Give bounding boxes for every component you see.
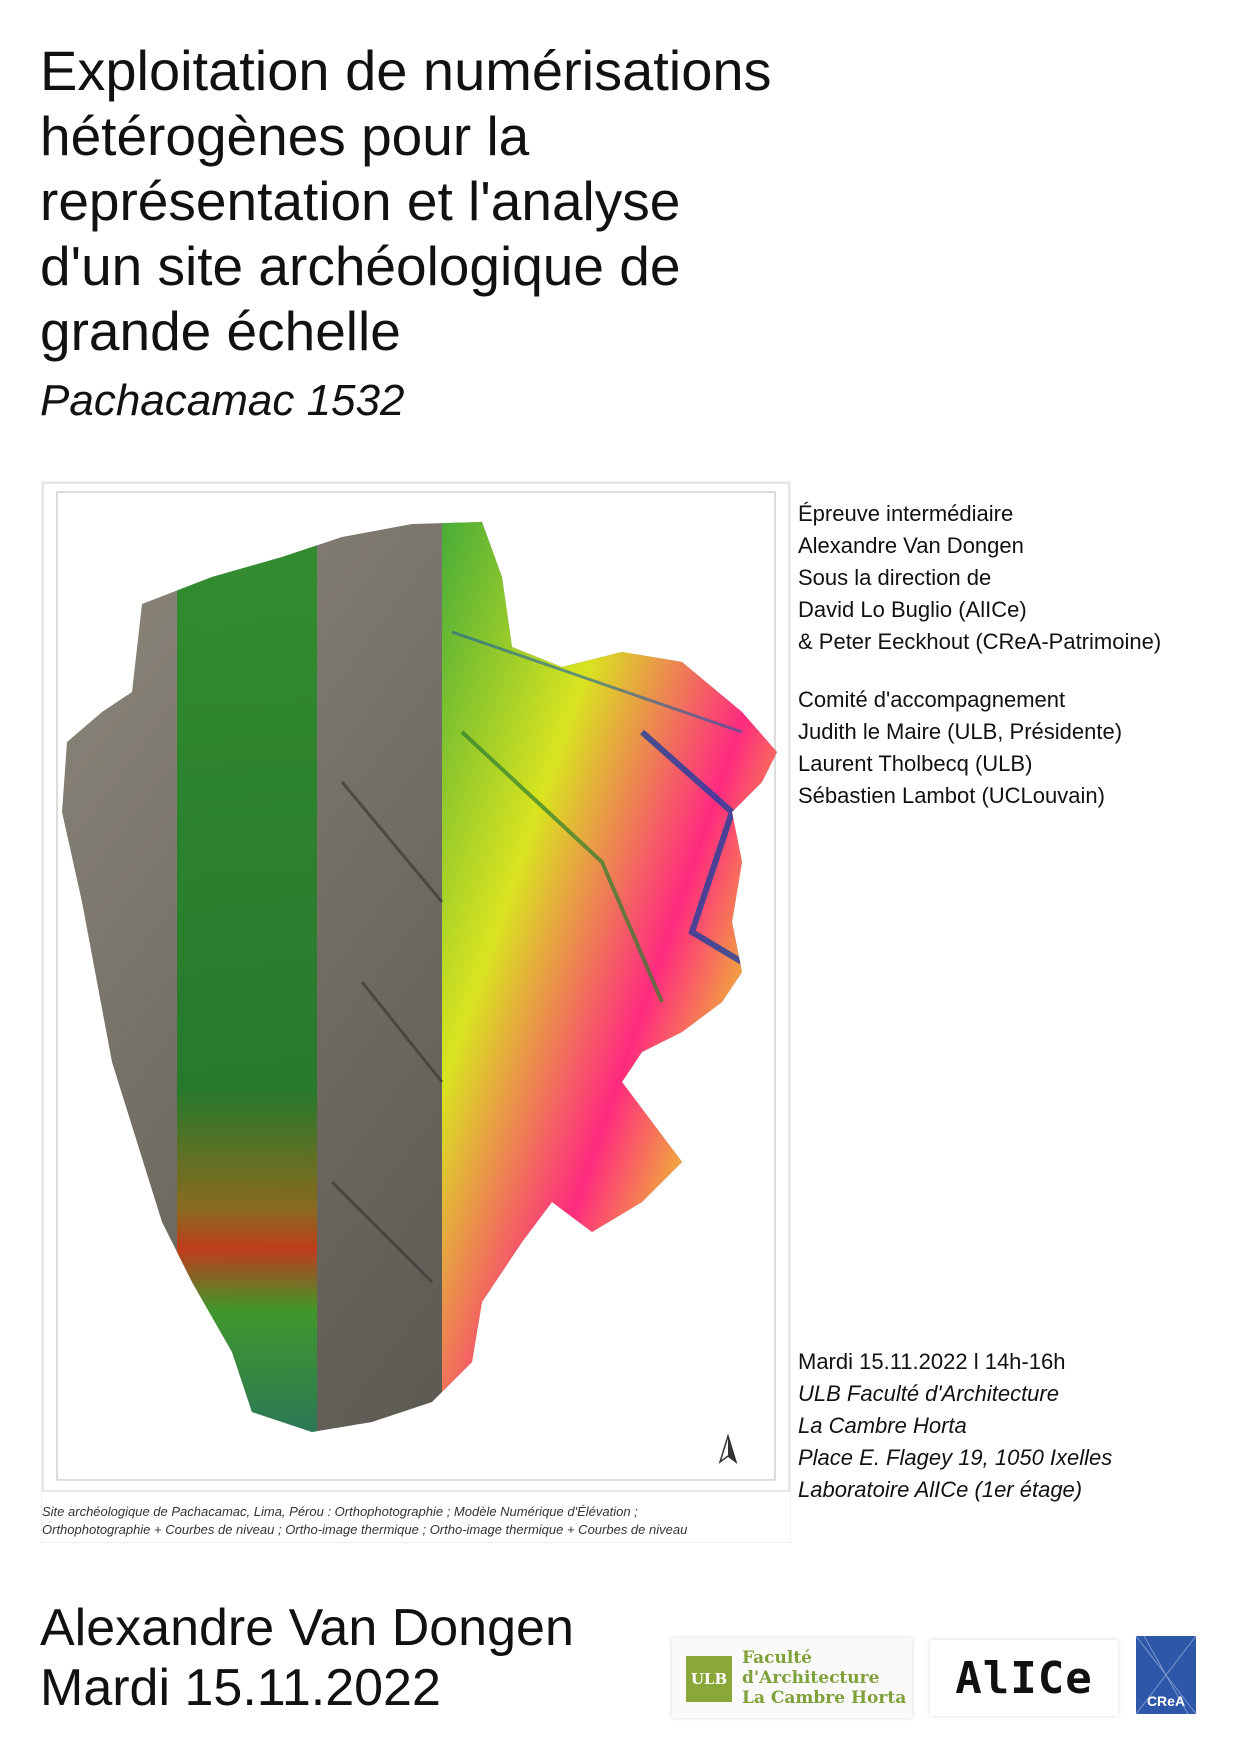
title-line-3: représentation et l'analyse (40, 170, 681, 232)
title-block (40, 38, 1040, 432)
ulb-line-3: La Cambre Horta (742, 1688, 907, 1708)
title-line-5: grande échelle (40, 300, 401, 362)
site-map-image (42, 482, 790, 1492)
footer-name: Alexandre Van Dongen (40, 1599, 574, 1657)
footer-date: Mardi 15.11.2022 (40, 1659, 441, 1717)
exam-heading: Épreuve intermédiaire (798, 501, 1014, 526)
ulb-faculty-text (742, 1648, 906, 1708)
event-datetime: Mardi 15.11.2022 l 14h-16h (798, 1349, 1066, 1374)
committee-member: Laurent Tholbecq (ULB) (798, 751, 1033, 776)
caption-line-1: Site archéologique de Pachacamac, Lima, Pérou : Orthophotographie ; Modèle Numérique d'Élévation ; (42, 1504, 638, 1519)
director-2: & Peter Eeckhout (CReA-Patrimoine) (798, 629, 1162, 654)
page-title: Exploitation de numérisations (40, 39, 772, 102)
caption-line-2: Orthophotographie + Courbes de niveau ; Ortho-image thermique ; Ortho-image thermique + Courbes de niveau (42, 1522, 688, 1537)
ulb-badge: ULB (686, 1656, 732, 1702)
crea-logo (1134, 1634, 1198, 1716)
map-caption (42, 1503, 782, 1539)
allce-logo: AlICe (930, 1640, 1118, 1716)
direction-label: Sous la direction de (798, 565, 992, 590)
ulb-line-2: d'Architecture (742, 1668, 880, 1688)
committee-member: Judith le Maire (ULB, Présidente) (798, 719, 1123, 744)
event-info (798, 1346, 1228, 1506)
jury-info (798, 498, 1228, 812)
committee-heading: Comité d'accompagnement (798, 687, 1066, 712)
north-arrow-icon (718, 1434, 738, 1464)
ulb-line-1: Faculté (742, 1648, 812, 1668)
subtitle: Pachacamac 1532 (40, 376, 405, 425)
committee-member: Sébastien Lambot (UCLouvain) (798, 783, 1105, 808)
event-room: Laboratoire AlICe (1er étage) (798, 1477, 1083, 1502)
author-name: Alexandre Van Dongen (798, 533, 1024, 558)
footer (40, 1598, 574, 1718)
title-line-4: d'un site archéologique de (40, 235, 681, 297)
crea-text: CReA (1146, 1693, 1186, 1709)
director-1: David Lo Buglio (AlICe) (798, 597, 1027, 622)
ulb-logo (672, 1638, 912, 1718)
event-venue-2: La Cambre Horta (798, 1413, 967, 1438)
event-address: Place E. Flagey 19, 1050 Ixelles (798, 1445, 1113, 1470)
event-venue: ULB Faculté d'Architecture (798, 1381, 1059, 1406)
title-line-2: hétérogènes pour la (40, 105, 530, 167)
map-figure (42, 482, 790, 1542)
